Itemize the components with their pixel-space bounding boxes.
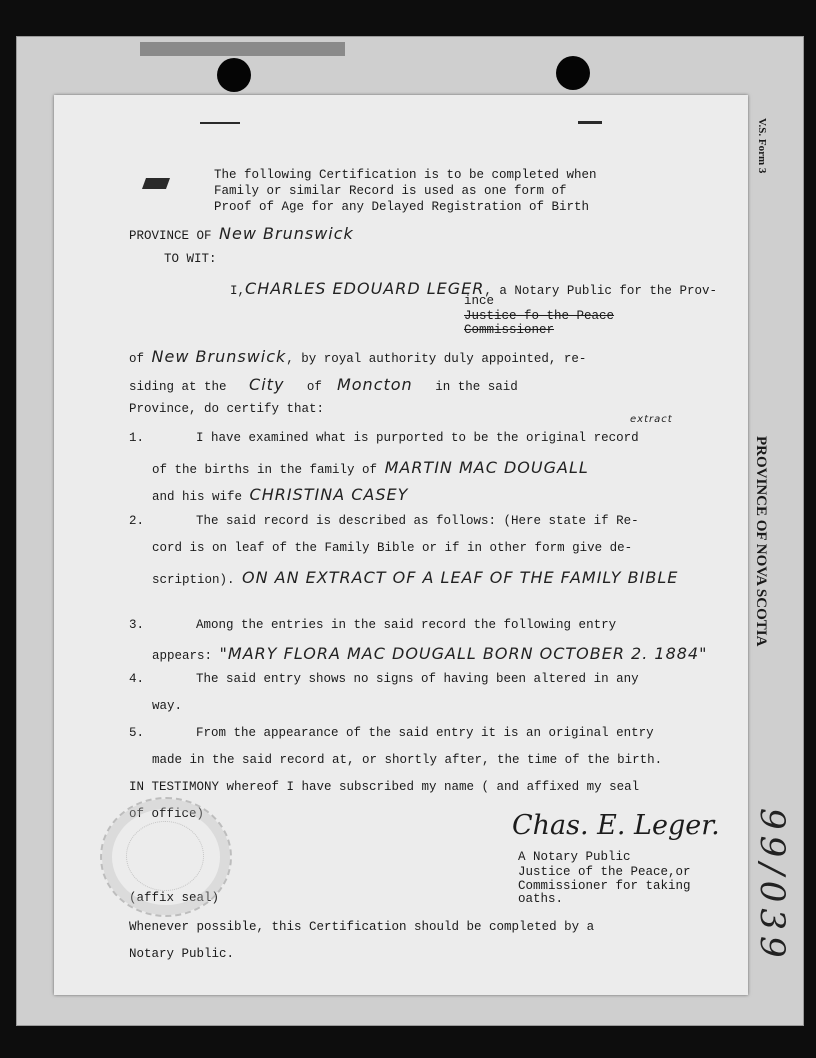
item-1-wife-line — [152, 485, 408, 504]
royal-authority-text: , by royal authority duly appointed, re- — [286, 352, 587, 366]
form-number-label: V.S. Form 3 — [756, 118, 768, 174]
item-3-value: "MARY FLORA MAC DOUGALL BORN OCTOBER 2. 1884" — [219, 644, 708, 663]
seal-inner-ring — [126, 821, 204, 891]
item-2-value: ON AN EXTRACT OF A LEAF OF THE FAMILY BIBLE — [242, 568, 679, 587]
signer-title-4: oaths. — [518, 892, 564, 906]
item-2-text-2: cord is on leaf of the Family Bible or if in other form give de- — [152, 541, 633, 555]
heading-line-2: Family or similar Record is used as one form of — [214, 184, 567, 198]
testimony-line-1: IN TESTIMONY whereof I have subscribed my name ( and affixed my seal — [129, 780, 640, 794]
heading-line-1: The following Certification is to be completed when — [214, 168, 597, 182]
struck-commissioner-text: Commissioner — [464, 323, 555, 337]
item-1-wife-label: and his wife — [152, 490, 243, 504]
of-value: New Brunswick — [151, 347, 287, 366]
province-side-label: PROVINCE OF NOVA SCOTIA — [753, 436, 769, 647]
of-label: of — [129, 352, 145, 366]
item-4-text-2: way. — [152, 699, 183, 713]
item-4-text-1: The said entry shows no signs of having been altered in any — [196, 672, 639, 686]
item-2-text-1: The said record is described as follows: (Here state if Re- — [196, 514, 639, 528]
item-5-text-2: made in the said record at, or shortly after, the time of the birth. — [152, 753, 663, 767]
of-line — [129, 347, 586, 366]
item-4-number: 4. — [129, 672, 145, 686]
footer-line-2: Notary Public. — [129, 947, 235, 961]
residing-line — [129, 375, 518, 394]
province-label: PROVINCE OF — [129, 229, 212, 243]
item-2-number: 2. — [129, 514, 145, 528]
item-1-family-line — [152, 458, 589, 477]
punch-hole-left — [217, 58, 251, 92]
item-1-family-value: MARTIN MAC DOUGALL — [384, 458, 589, 477]
item-1-number: 1. — [129, 431, 145, 445]
residing-city: City — [249, 375, 285, 394]
item-5-number: 5. — [129, 726, 145, 740]
item-2-text-3: scription). — [152, 573, 235, 587]
notary-name: CHARLES EDOUARD LEGER — [245, 279, 485, 298]
item-1-wife-value: CHRISTINA CASEY — [249, 485, 409, 504]
residing-of: of — [306, 380, 322, 394]
footer-line-1: Whenever possible, this Certification should be completed by a — [129, 920, 595, 934]
notary-suffix: , a Notary Public for the Prov- — [484, 284, 717, 298]
heading-line-3: Proof of Age for any Delayed Registration of Birth — [214, 200, 590, 214]
signer-title-3: Commissioner for taking — [518, 879, 691, 893]
residing-place: Moncton — [336, 375, 413, 394]
item-5-text-1: From the appearance of the said entry it is an original entry — [196, 726, 654, 740]
notary-signature: Chas. E. Leger. — [512, 810, 720, 841]
affix-seal-label: (affix seal) — [129, 891, 220, 905]
item-1-family-label: of the births in the family of — [152, 463, 378, 477]
testimony-line-2: of office) — [129, 807, 205, 821]
item-2-description-line — [152, 568, 678, 587]
notary-prefix: I, — [230, 284, 246, 298]
struck-justice-text: Justice fo the Peace — [464, 309, 615, 323]
certify-text: Province, do certify that: — [129, 402, 325, 416]
item-1-text: I have examined what is purported to be the original record — [196, 431, 639, 445]
province-line — [129, 224, 354, 243]
top-tape-strip — [140, 42, 345, 56]
item-3-appears: appears: — [152, 649, 213, 663]
item-3-number: 3. — [129, 618, 145, 632]
residing-label: siding at the — [129, 380, 227, 394]
item-3-text: Among the entries in the said record the following entry — [196, 618, 617, 632]
to-wit-label: TO WIT: — [164, 252, 217, 266]
embossed-notary-seal — [100, 797, 232, 917]
signer-title-2: Justice of the Peace,or — [518, 865, 691, 879]
province-value: New Brunswick — [219, 224, 354, 243]
punch-hole-right — [556, 56, 590, 90]
item-1-insert-extract: extract — [630, 414, 673, 425]
handwritten-registration-number: 99/039 — [752, 808, 792, 964]
item-3-entry-line — [152, 644, 707, 663]
residing-suffix: in the said — [435, 380, 518, 394]
notary-suffix-continued: ince — [464, 294, 495, 308]
signer-title-1: A Notary Public — [518, 850, 631, 864]
